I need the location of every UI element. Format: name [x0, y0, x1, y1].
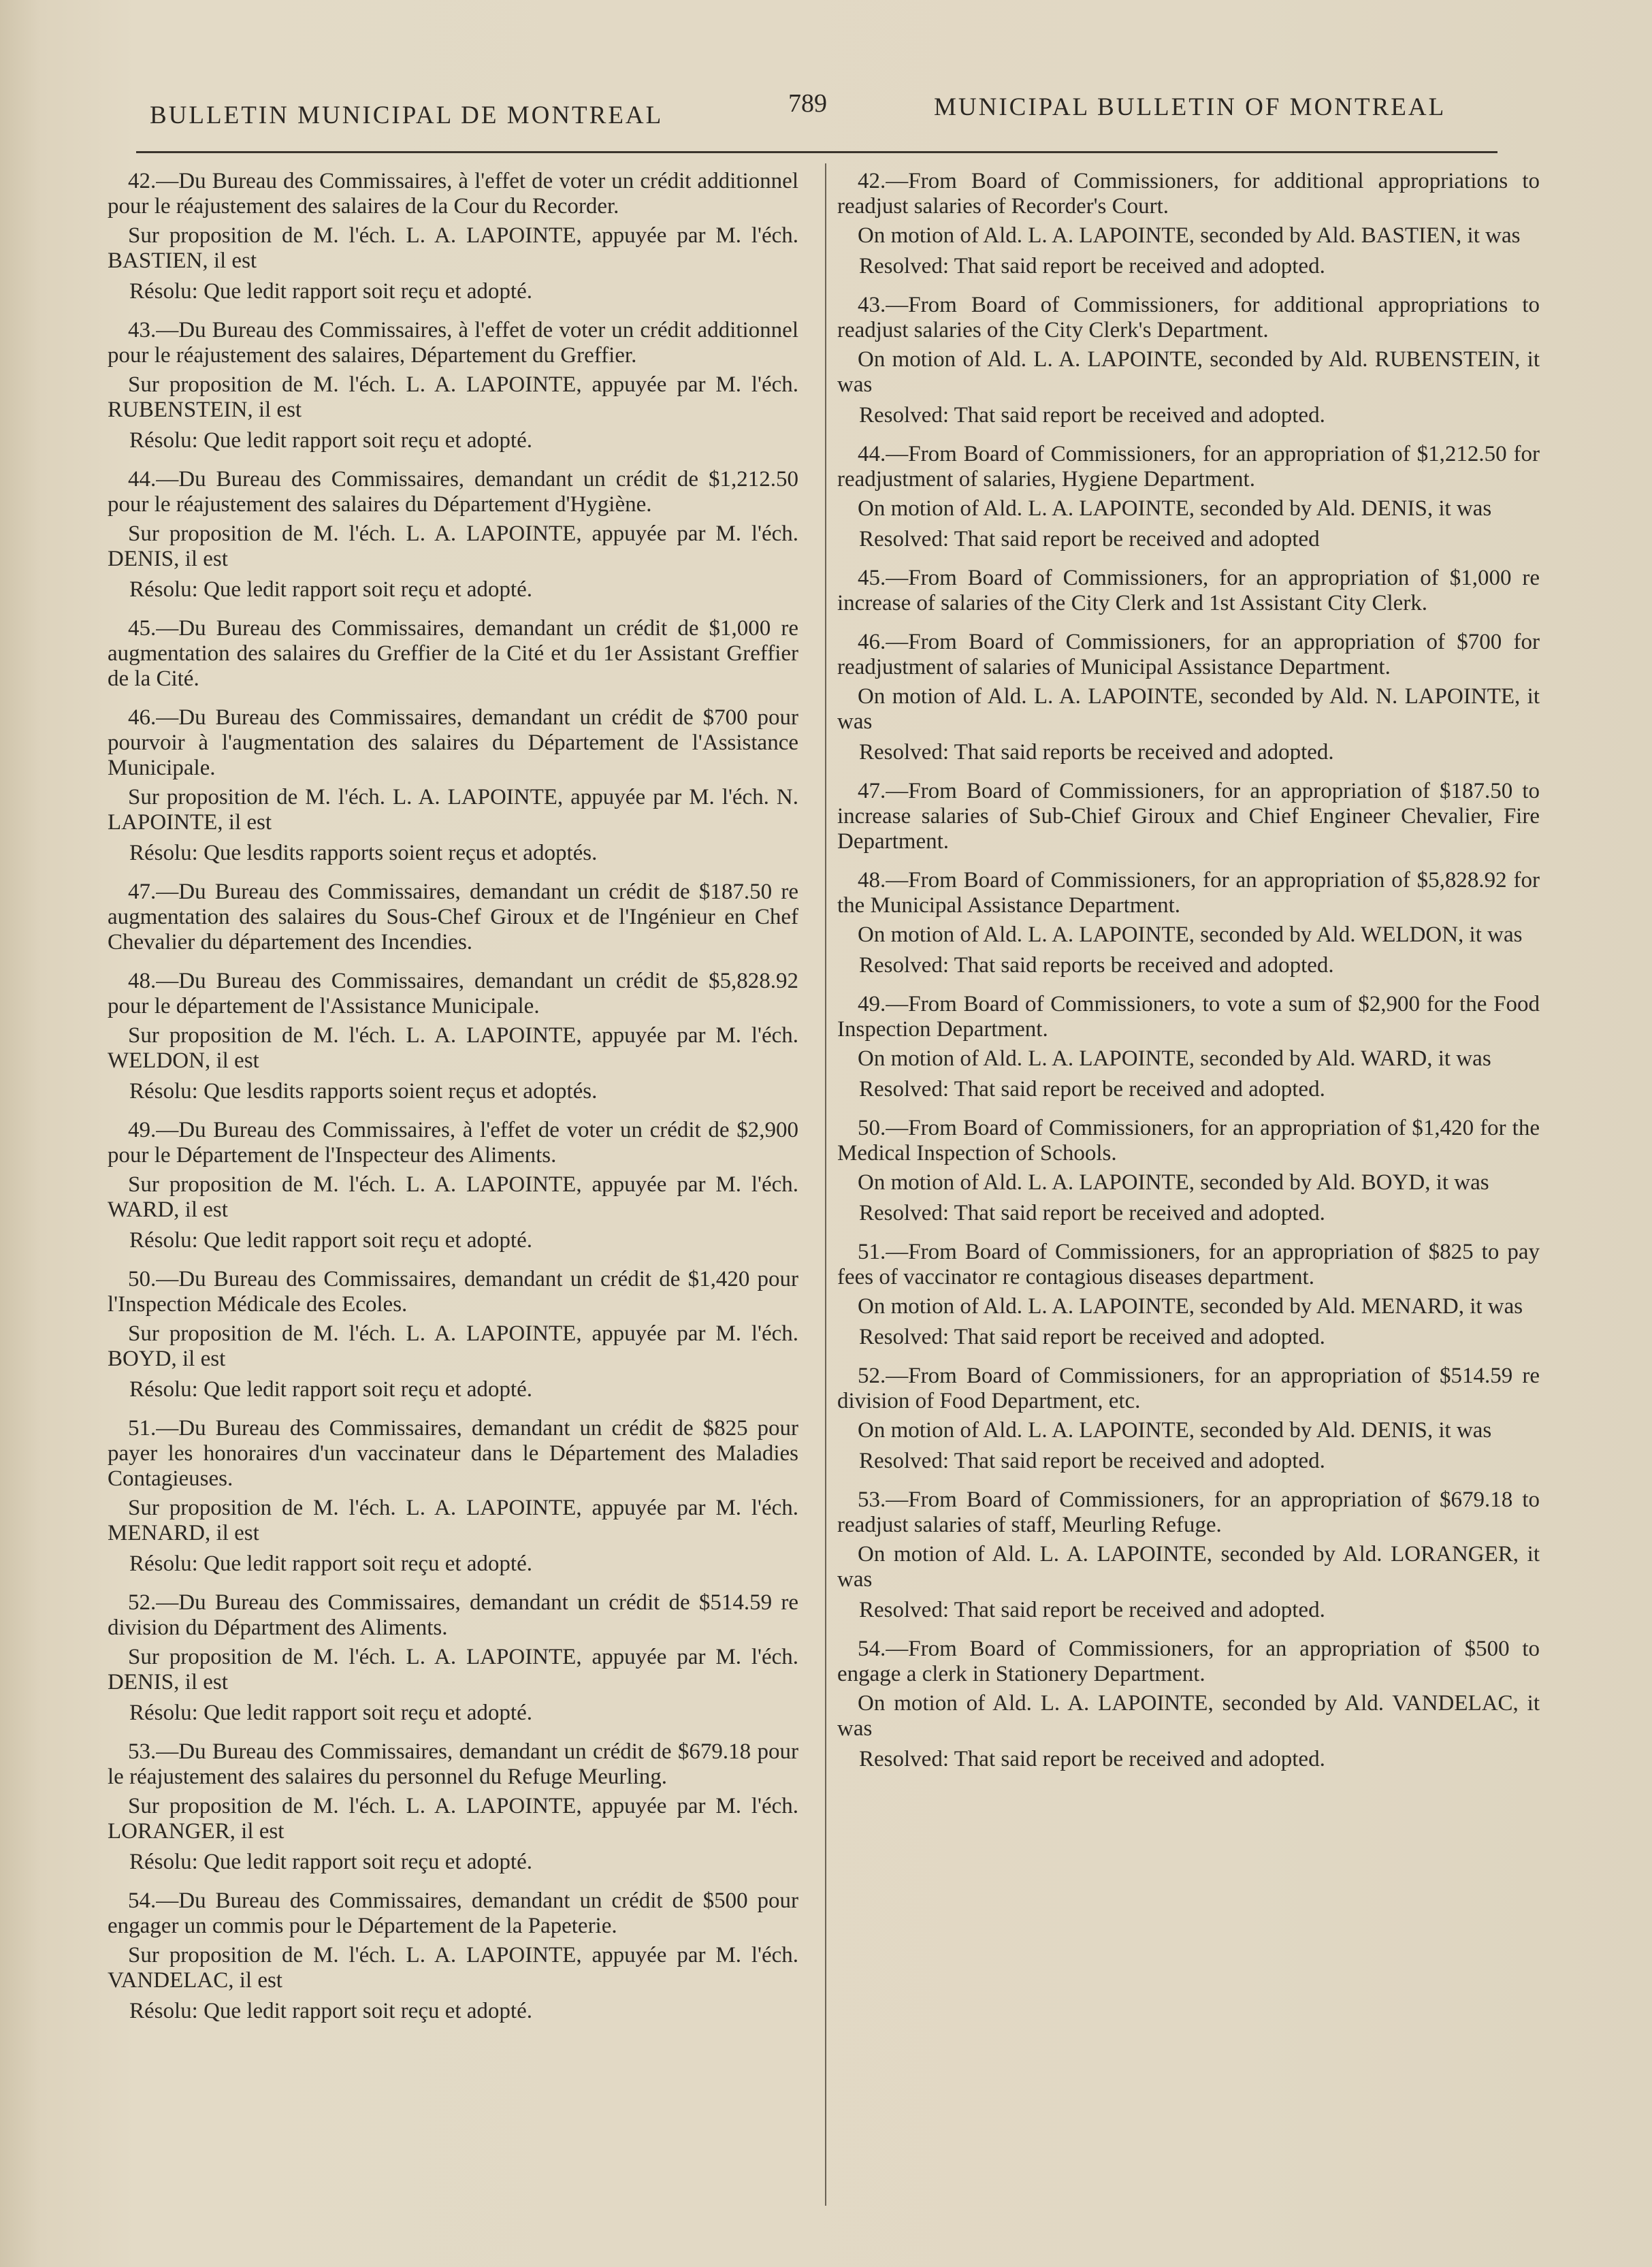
resolution-text: Resolved: That said report be received and adopted. — [859, 1449, 1325, 1473]
header-rule — [136, 151, 1497, 153]
header-left-title: BULLETIN MUNICIPAL DE MONTREAL — [150, 101, 664, 129]
motion-text: Sur proposition de M. l'éch. L. A. LAPOINTE, appuyée par M. l'éch. DENIS, il est — [108, 521, 798, 571]
report-text: 45.—Du Bureau des Commissaires, demandant un crédit de $1,000 re augmentation des salaires du Greffier de la Cité et du 1er Assistant Greffier de la Cité. — [108, 616, 798, 691]
report-text: 52.—Du Bureau des Commissaires, demandant un crédit de $514.59 re division du Départment des Aliments. — [108, 1590, 798, 1640]
report-item — [108, 1888, 798, 2024]
report-item — [108, 1267, 798, 1402]
report-text: 42.—From Board of Commissioners, for additional appropriations to readjust salaries of Recorder's Court. — [837, 169, 1540, 219]
resolution-text: Resolved: That said reports be received and adopted. — [859, 953, 1334, 978]
report-item — [837, 992, 1540, 1102]
motion-text: Sur proposition de M. l'éch. L. A. LAPOINTE, appuyée par M. l'éch. BOYD, il est — [108, 1321, 798, 1371]
motion-text: Sur proposition de M. l'éch. L. A. LAPOINTE, appuyée par M. l'éch. WARD, il est — [108, 1172, 798, 1222]
resolution-text: Resolved: That said report be received and adopted. — [859, 1077, 1325, 1102]
report-text: 50.—Du Bureau des Commissaires, demandant un crédit de $1,420 pour l'Inspection Médicale des Ecoles. — [108, 1267, 798, 1317]
resolution-text: Résolu: Que ledit rapport soit reçu et adopté. — [129, 1701, 533, 1725]
report-text: 44.—Du Bureau des Commissaires, demandant un crédit de $1,212.50 pour le réajustement des salaires du Département d'Hygiène. — [108, 467, 798, 517]
report-text: 54.—From Board of Commissioners, for an appropriation of $500 to engage a clerk in Stationery Department. — [837, 1637, 1540, 1686]
motion-text: On motion of Ald. L. A. LAPOINTE, seconded by Ald. WARD, it was — [858, 1046, 1491, 1071]
report-item — [837, 1488, 1540, 1623]
motion-text: On motion of Ald. L. A. LAPOINTE, seconded by Ald. N. LAPOINTE, it was — [837, 684, 1540, 734]
report-item — [837, 868, 1540, 978]
column-divider — [825, 163, 826, 2206]
report-text: 46.—Du Bureau des Commissaires, demandant un crédit de $700 pour pourvoir à l'augmentation des salaires du Département de l'Assistance Municipale. — [108, 705, 798, 780]
report-item — [108, 1118, 798, 1253]
report-item — [837, 1240, 1540, 1350]
page-header — [0, 89, 1652, 136]
motion-text: On motion of Ald. L. A. LAPOINTE, seconded by Ald. VANDELAC, it was — [837, 1691, 1540, 1741]
motion-text: Sur proposition de M. l'éch. L. A. LAPOINTE, appuyée par M. l'éch. VANDELAC, il est — [108, 1943, 798, 1993]
report-item — [108, 318, 798, 453]
report-text: 46.—From Board of Commissioners, for an appropriation of $700 for readjustment of salaries of Municipal Assistance Department. — [837, 630, 1540, 679]
report-text: 47.—Du Bureau des Commissaires, demandant un crédit de $187.50 re augmentation des salaires du Sous-Chef Giroux et de l'Ingénieur en Chef Chevalier du département des Incendies. — [108, 880, 798, 954]
report-text: 42.—Du Bureau des Commissaires, à l'effet de voter un crédit additionnel pour le réajustement des salaires de la Cour du Recorder. — [108, 169, 798, 219]
report-item — [837, 566, 1540, 616]
resolution-text: Résolu: Que lesdits rapports soient reçus et adoptés. — [129, 1079, 598, 1104]
report-item — [837, 779, 1540, 854]
motion-text: Sur proposition de M. l'éch. L. A. LAPOINTE, appuyée par M. l'éch. WELDON, il est — [108, 1023, 798, 1073]
report-item — [108, 467, 798, 602]
report-text: 50.—From Board of Commissioners, for an appropriation of $1,420 for the Medical Inspection of Schools. — [837, 1116, 1540, 1165]
report-item — [837, 1637, 1540, 1772]
motion-text: Sur proposition de M. l'éch. L. A. LAPOINTE, appuyée par M. l'éch. MENARD, il est — [108, 1496, 798, 1545]
resolution-text: Resolved: That said report be received and adopted. — [859, 403, 1325, 428]
motion-text: On motion of Ald. L. A. LAPOINTE, seconded by Ald. LORANGER, it was — [837, 1542, 1540, 1592]
motion-text: On motion of Ald. L. A. LAPOINTE, seconded by Ald. BASTIEN, it was — [858, 223, 1521, 248]
report-text: 45.—From Board of Commissioners, for an appropriation of $1,000 re increase of salaries of the City Clerk and 1st Assistant City Clerk. — [837, 566, 1540, 615]
header-right-title: MUNICIPAL BULLETIN OF MONTREAL — [934, 93, 1446, 121]
resolution-text: Résolu: Que lesdits rapports soient reçus et adoptés. — [129, 841, 598, 865]
resolution-text: Resolved: That said report be received and adopted. — [859, 1201, 1325, 1225]
report-item — [108, 1590, 798, 1726]
report-text: 49.—Du Bureau des Commissaires, à l'effet de voter un crédit de $2,900 pour le Département de l'Inspecteur des Aliments. — [108, 1118, 798, 1168]
report-text: 47.—From Board of Commissioners, for an appropriation of $187.50 to increase salaries of Sub-Chief Giroux and Chief Engineer Chevalier, Fire Department. — [837, 779, 1540, 854]
resolution-text: Resolved: That said report be received and adopted. — [859, 1747, 1325, 1771]
report-text: 51.—Du Bureau des Commissaires, demandant un crédit de $825 pour payer les honoraires d'un vaccinateur dans le Département des Maladies Contagieuses. — [108, 1416, 798, 1491]
report-text: 43.—From Board of Commissioners, for additional appropriations to readjust salaries of the City Clerk's Department. — [837, 293, 1540, 342]
motion-text: On motion of Ald. L. A. LAPOINTE, seconded by Ald. RUBENSTEIN, it was — [837, 347, 1540, 397]
report-item — [108, 880, 798, 955]
report-item — [108, 169, 798, 304]
report-item — [108, 969, 798, 1104]
motion-text: Sur proposition de M. l'éch. L. A. LAPOINTE, appuyée par M. l'éch. RUBENSTEIN, il est — [108, 372, 798, 422]
motion-text: On motion of Ald. L. A. LAPOINTE, seconded by Ald. WELDON, it was — [858, 922, 1523, 947]
report-text: 51.—From Board of Commissioners, for an appropriation of $825 to pay fees of vaccinator re contagious diseases department. — [837, 1240, 1540, 1289]
motion-text: Sur proposition de M. l'éch. L. A. LAPOINTE, appuyée par M. l'éch. N. LAPOINTE, il est — [108, 785, 798, 835]
motion-text: Sur proposition de M. l'éch. L. A. LAPOINTE, appuyée par M. l'éch. DENIS, il est — [108, 1645, 798, 1694]
report-text: 43.—Du Bureau des Commissaires, à l'effet de voter un crédit additionnel pour le réajustement des salaires, Département du Greffier. — [108, 318, 798, 368]
resolution-text: Résolu: Que ledit rapport soit reçu et adopté. — [129, 1377, 533, 1402]
resolution-text: Resolved: That said reports be received and adopted. — [859, 740, 1334, 765]
french-column — [108, 169, 798, 2038]
resolution-text: Résolu: Que ledit rapport soit reçu et adopté. — [129, 428, 533, 453]
report-item — [837, 293, 1540, 428]
resolution-text: Résolu: Que ledit rapport soit reçu et adopté. — [129, 1551, 533, 1576]
report-item — [108, 616, 798, 692]
report-text: 53.—Du Bureau des Commissaires, demandant un crédit de $679.18 pour le réajustement des salaires du personnel du Refuge Meurling. — [108, 1739, 798, 1789]
resolution-text: Résolu: Que ledit rapport soit reçu et adopté. — [129, 1999, 533, 2023]
page-number: 789 — [788, 89, 827, 118]
report-item — [108, 1739, 798, 1875]
motion-text: On motion of Ald. L. A. LAPOINTE, seconded by Ald. DENIS, it was — [858, 1418, 1492, 1443]
report-text: 44.—From Board of Commissioners, for an appropriation of $1,212.50 for readjustment of salaries, Hygiene Department. — [837, 442, 1540, 492]
resolution-text: Résolu: Que ledit rapport soit reçu et adopté. — [129, 577, 533, 602]
motion-text: On motion of Ald. L. A. LAPOINTE, seconded by Ald. MENARD, it was — [858, 1294, 1523, 1319]
motion-text: On motion of Ald. L. A. LAPOINTE, seconded by Ald. BOYD, it was — [858, 1170, 1489, 1195]
report-text: 49.—From Board of Commissioners, to vote a sum of $2,900 for the Food Inspection Department. — [837, 992, 1540, 1042]
motion-text: Sur proposition de M. l'éch. L. A. LAPOINTE, appuyée par M. l'éch. BASTIEN, il est — [108, 223, 798, 273]
resolution-text: Résolu: Que ledit rapport soit reçu et adopté. — [129, 279, 533, 304]
resolution-text: Resolved: That said report be received and adopted — [859, 527, 1320, 551]
resolution-text: Résolu: Que ledit rapport soit reçu et adopté. — [129, 1228, 533, 1253]
report-text: 48.—Du Bureau des Commissaires, demandant un crédit de $5,828.92 pour le département de l'Assistance Municipale. — [108, 969, 798, 1018]
report-text: 53.—From Board of Commissioners, for an appropriation of $679.18 to readjust salaries of staff, Meurling Refuge. — [837, 1488, 1540, 1537]
english-column — [837, 169, 1540, 1786]
motion-text: Sur proposition de M. l'éch. L. A. LAPOINTE, appuyée par M. l'éch. LORANGER, il est — [108, 1794, 798, 1844]
report-item — [837, 442, 1540, 552]
report-item — [837, 630, 1540, 765]
report-text: 54.—Du Bureau des Commissaires, demandant un crédit de $500 pour engager un commis pour le Département de la Papeterie. — [108, 1888, 798, 1938]
report-item — [837, 1364, 1540, 1474]
report-text: 48.—From Board of Commissioners, for an appropriation of $5,828.92 for the Municipal Assistance Department. — [837, 868, 1540, 918]
report-item — [108, 1416, 798, 1577]
resolution-text: Resolved: That said report be received and adopted. — [859, 254, 1325, 278]
resolution-text: Resolved: That said report be received and adopted. — [859, 1325, 1325, 1349]
motion-text: On motion of Ald. L. A. LAPOINTE, seconded by Ald. DENIS, it was — [858, 496, 1492, 521]
report-text: 52.—From Board of Commissioners, for an appropriation of $514.59 re division of Food Department, etc. — [837, 1364, 1540, 1413]
resolution-text: Résolu: Que ledit rapport soit reçu et adopté. — [129, 1850, 533, 1874]
report-item — [837, 169, 1540, 279]
report-item — [837, 1116, 1540, 1226]
resolution-text: Resolved: That said report be received and adopted. — [859, 1598, 1325, 1622]
report-item — [108, 705, 798, 866]
